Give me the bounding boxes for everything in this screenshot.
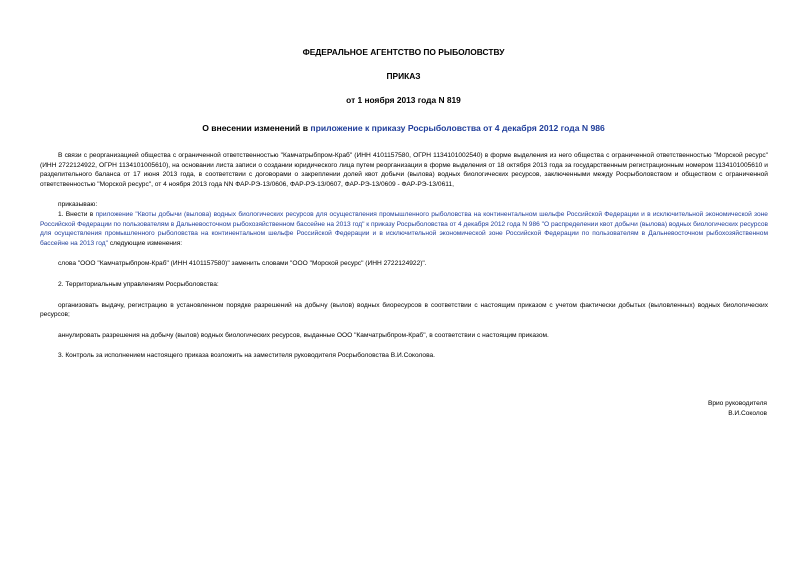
item-1-prefix: 1. Внести в xyxy=(58,210,96,218)
document-body xyxy=(40,151,768,361)
order-word: приказываю: xyxy=(58,201,98,209)
doc-date-number: от 1 ноября 2013 года N 819 xyxy=(346,95,461,105)
item-2-a-paragraph: организовать выдачу, регистрацию в установленном порядке разрешений на добычу (вылов) водных биоресурсов в соответствии с настоящим приказом с учетом фактически добытых (выловленных) водных биологических ресурсов; xyxy=(40,301,768,319)
doc-title-prefix: О внесении изменений в xyxy=(202,123,311,133)
item-1-suffix: следующие изменения: xyxy=(108,239,183,247)
item-1-link[interactable]: приложение "Квоты добычи (вылова) водных биологических ресурсов для осуществления промышленного рыболовства на континентальном шельфе Российской Федерации и в исключительной экономической зоне Российской Федерации по пользователям в Дальневосточном рыбохозяйственном бассейне на 2013 год" к приказу Росрыболовства от 4 декабря 2012 года N 986 "О распределении квот добычи (вылова) водных биологических ресурсов для осуществления промышленного рыболовства на континентальном шельфе Российской Федерации и в исключительной экономической зоне Российской Федерации по пользователям в Дальневосточном рыбохозяйственном бассейне на 2013 год" xyxy=(40,210,768,247)
item-2-b-paragraph: аннулировать разрешения на добычу (вылов) водных биологических ресурсов, выданные ООО "Камчатрыбпром-Краб", в соответствии с настоящим приказом. xyxy=(58,331,549,339)
item-2-paragraph: 2. Территориальным управлениям Росрыболовства: xyxy=(58,280,219,288)
signature-block xyxy=(708,399,767,418)
item-3-paragraph: 3. Контроль за исполнением настоящего приказа возложить на заместителя руководителя Росрыболовства В.И.Соколова. xyxy=(58,352,435,360)
agency-name: ФЕДЕРАЛЬНОЕ АГЕНТСТВО ПО РЫБОЛОВСТВУ xyxy=(302,47,505,57)
item-1-paragraph xyxy=(40,210,768,248)
doc-title xyxy=(0,123,807,134)
item-1-change: слова "ООО "Камчатрыбпром-Краб" (ИНН 4101157580)" заменить словами "ООО "Морской ресурс" (ИНН 2722124922)". xyxy=(58,260,427,268)
doc-title-link[interactable]: приложение к приказу Росрыболовства от 4 декабря 2012 года N 986 xyxy=(310,123,605,133)
preamble-paragraph: В связи с реорганизацией общества с ограниченной ответственностью "Камчатрыбпром-Краб" (ИНН 4101157580, ОГРН 1134101002540) в форме выделения из него общества с ограниченной ответственностью "Морской ресурс" (ИНН 2722124922, ОГРН 1134101005610), на основании листа записи о создании юридического лица путем реорганизации в форме выделения от 18 октября 2013 года за государственным регистрационным номером 1134101005610 и разделительного баланса от 17 июня 2013 года, в соответствии с договорами о закреплении долей квот добычи (вылова) водных биологических ресурсов, заключенными между Росрыболовством и обществом с ограниченной ответственностью "Морской ресурс", от 4 ноября 2013 года NN ФАР-РЭ-13/0606, ФАР-РЭ-13/0607, ФАР-РЭ-13/0609 - ФАР-РЭ-13/0611, xyxy=(40,152,768,188)
signature-position: Врио руководителя xyxy=(707,400,767,407)
doc-type: ПРИКАЗ xyxy=(386,71,421,81)
signature-name: В.И.Соколов xyxy=(728,409,767,417)
